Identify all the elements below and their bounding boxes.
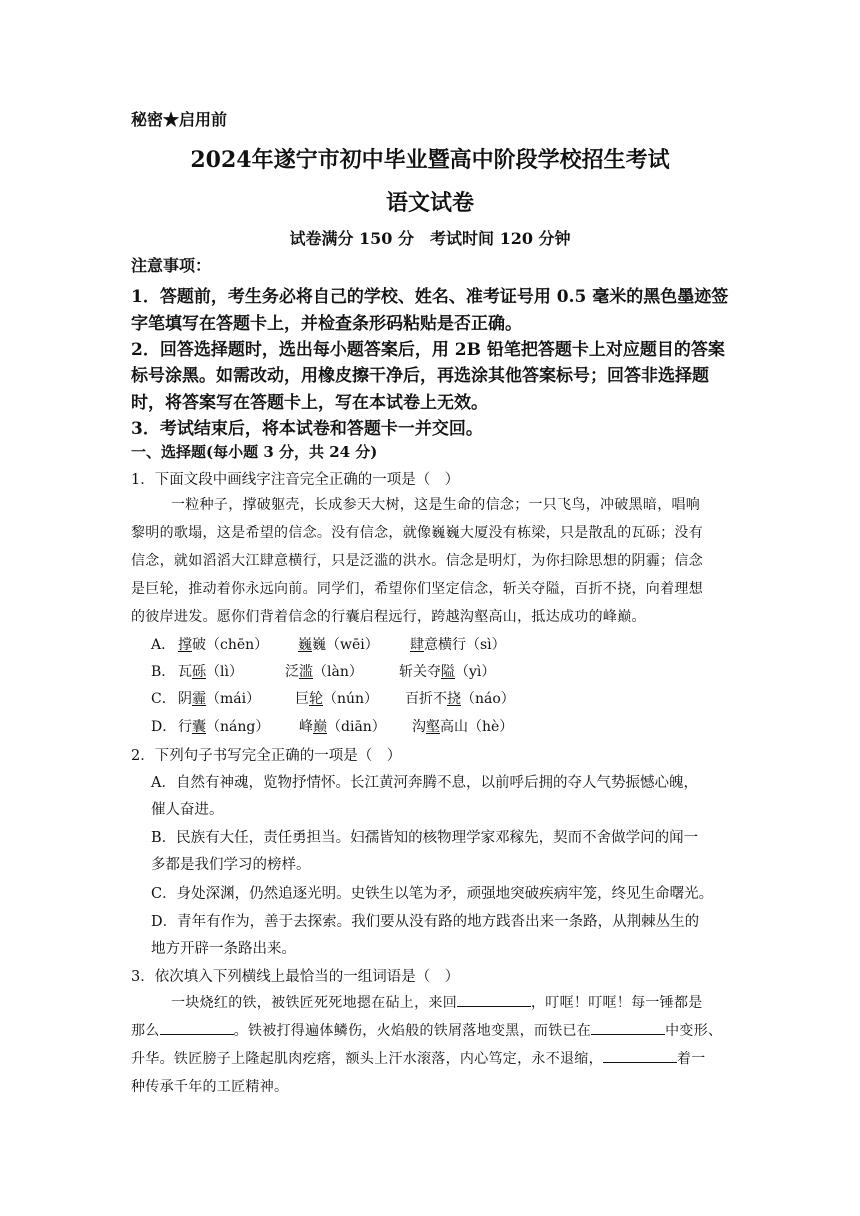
- option-item: 斩关夺隘（yì）: [399, 664, 496, 680]
- option-c: [151, 688, 711, 708]
- fill-blank[interactable]: [457, 992, 531, 1007]
- passage-line: 信念，就如滔滔大江肆意横行，只是泛滥的洪水。信念是明灯，为你扫除思想的阴霾；信念: [131, 553, 703, 569]
- passage-line: 一粒种子，撑破躯壳，长成参天大树，这是生命的信念；一只飞鸟，冲破黑暗，唱响: [171, 497, 701, 513]
- option-item: 泛滥（làn）: [285, 664, 363, 680]
- note-line: 时，将答案写在答题卡上，写在本试卷上无效。: [131, 393, 488, 413]
- option-item: 阴霾（mái）: [178, 691, 261, 707]
- exam-subtitle: 语文试卷: [385, 190, 474, 216]
- option-letter: A．: [151, 637, 176, 653]
- passage-line: 那么 。铁被打得遍体鳞伤，火焰般的铁屑落地变黑，而铁已在 中变形、: [131, 1020, 722, 1040]
- option-line: D．青年有作为，善于去探索。我们要从没有路的地方践沓出来一条路，从荆棘丛生的: [151, 914, 700, 930]
- exam-title: 2024年遂宁市初中毕业暨高中阶段学校招生考试: [190, 147, 670, 173]
- notes-heading: 注意事项：: [131, 256, 212, 275]
- question-3-stem: 3．依次填入下列横线上最恰当的一组词语是（ ）: [131, 969, 460, 985]
- option-item: 行囊（náng）: [178, 719, 270, 735]
- secret-label: 秘密★启用前: [131, 110, 228, 129]
- option-line: A．自然有神魂，览物抒情怀。长江黄河奔腾不息，以前呼后拥的夺人气势振憾心魄，: [151, 775, 698, 791]
- fill-blank[interactable]: [591, 1020, 665, 1035]
- fill-blank[interactable]: [160, 1020, 234, 1035]
- fill-blank[interactable]: [603, 1048, 677, 1063]
- note-line: 2．回答选择题时，选出每小题答案后，用 2B 铅笔把答题卡上对应题目的答案: [131, 340, 725, 360]
- section-heading: 一、选择题(每小题 3 分，共 24 分): [131, 443, 378, 461]
- option-letter: D．: [151, 719, 177, 735]
- option-a: [151, 634, 711, 654]
- option-b: [151, 661, 711, 681]
- option-item: 巍巍（wēi）: [298, 637, 379, 653]
- question-2-stem: 2．下列句子书写完全正确的一项是（ ）: [131, 748, 402, 764]
- passage-line: 一块烧红的铁，被铁匠死死地摁在砧上，来回 ，叮哐！叮哐！每一锤都是: [171, 992, 703, 1012]
- note-line: 字笔填写在答题卡上，并检查条形码粘贴是否正确。: [131, 314, 522, 334]
- option-item: 巨轮（nún）: [295, 691, 379, 707]
- option-line: 多都是我们学习的榜样。: [151, 857, 311, 873]
- passage-line: 黎明的歌塌，这是希望的信念。没有信念，就像巍巍大厦没有栋梁，只是散乱的瓦砾；没有: [131, 525, 703, 541]
- option-item: 沟壑高山（hè）: [412, 719, 514, 735]
- passage-line: 种传承千年的工匠精神。: [131, 1079, 289, 1095]
- question-1-stem: 1．下面文段中画线字注音完全正确的一项是（ ）: [131, 472, 460, 488]
- option-line: 催人奋进。: [151, 802, 224, 818]
- option-d: [151, 716, 711, 736]
- note-line: 1．答题前，考生务必将自己的学校、姓名、准考证号用 0.5 毫米的黑色墨迹签: [131, 287, 729, 307]
- option-letter: C．: [151, 691, 176, 707]
- passage-line: 升华。铁匠膀子上隆起肌肉疙瘩，额头上汗水滚落，内心笃定，永不退缩， 着一: [131, 1048, 706, 1068]
- option-line: 地方开辟一条路出来。: [151, 941, 296, 957]
- option-item: 百折不挠（náo）: [405, 691, 515, 707]
- option-item: 肆意横行（sì）: [410, 637, 506, 653]
- option-line: B．民族有大任，责任勇担当。妇孺皆知的核物理学家邓稼先，契而不舍做学问的闻一: [151, 830, 699, 846]
- exam-meta: 试卷满分 150 分 考试时间 120 分钟: [289, 229, 571, 248]
- option-letter: B．: [151, 664, 176, 680]
- option-line: C．身处深渊，仍然追逐光明。史铁生以笔为矛，顽强地突破疾病牢笼，终见生命曙光。: [151, 886, 714, 902]
- note-line: 标号涂黑。如需改动，用橡皮擦干净后，再选涂其他答案标号；回答非选择题: [131, 366, 709, 386]
- note-line: 3．考试结束后，将本试卷和答题卡一并交回。: [131, 419, 483, 439]
- passage-line: 是巨轮，推动着你永远向前。同学们，希望你们坚定信念，斩关夺隘，百折不挠，向着理想: [131, 581, 703, 597]
- option-item: 峰巅（diān）: [299, 719, 386, 735]
- option-item: 瓦砾（lì）: [178, 664, 243, 680]
- option-item: 撑破（chēn）: [178, 637, 269, 653]
- passage-line: 的彼岸进发。愿你们背着信念的行囊启程远行，跨越沟壑高山，抵达成功的峰巅。: [131, 609, 646, 625]
